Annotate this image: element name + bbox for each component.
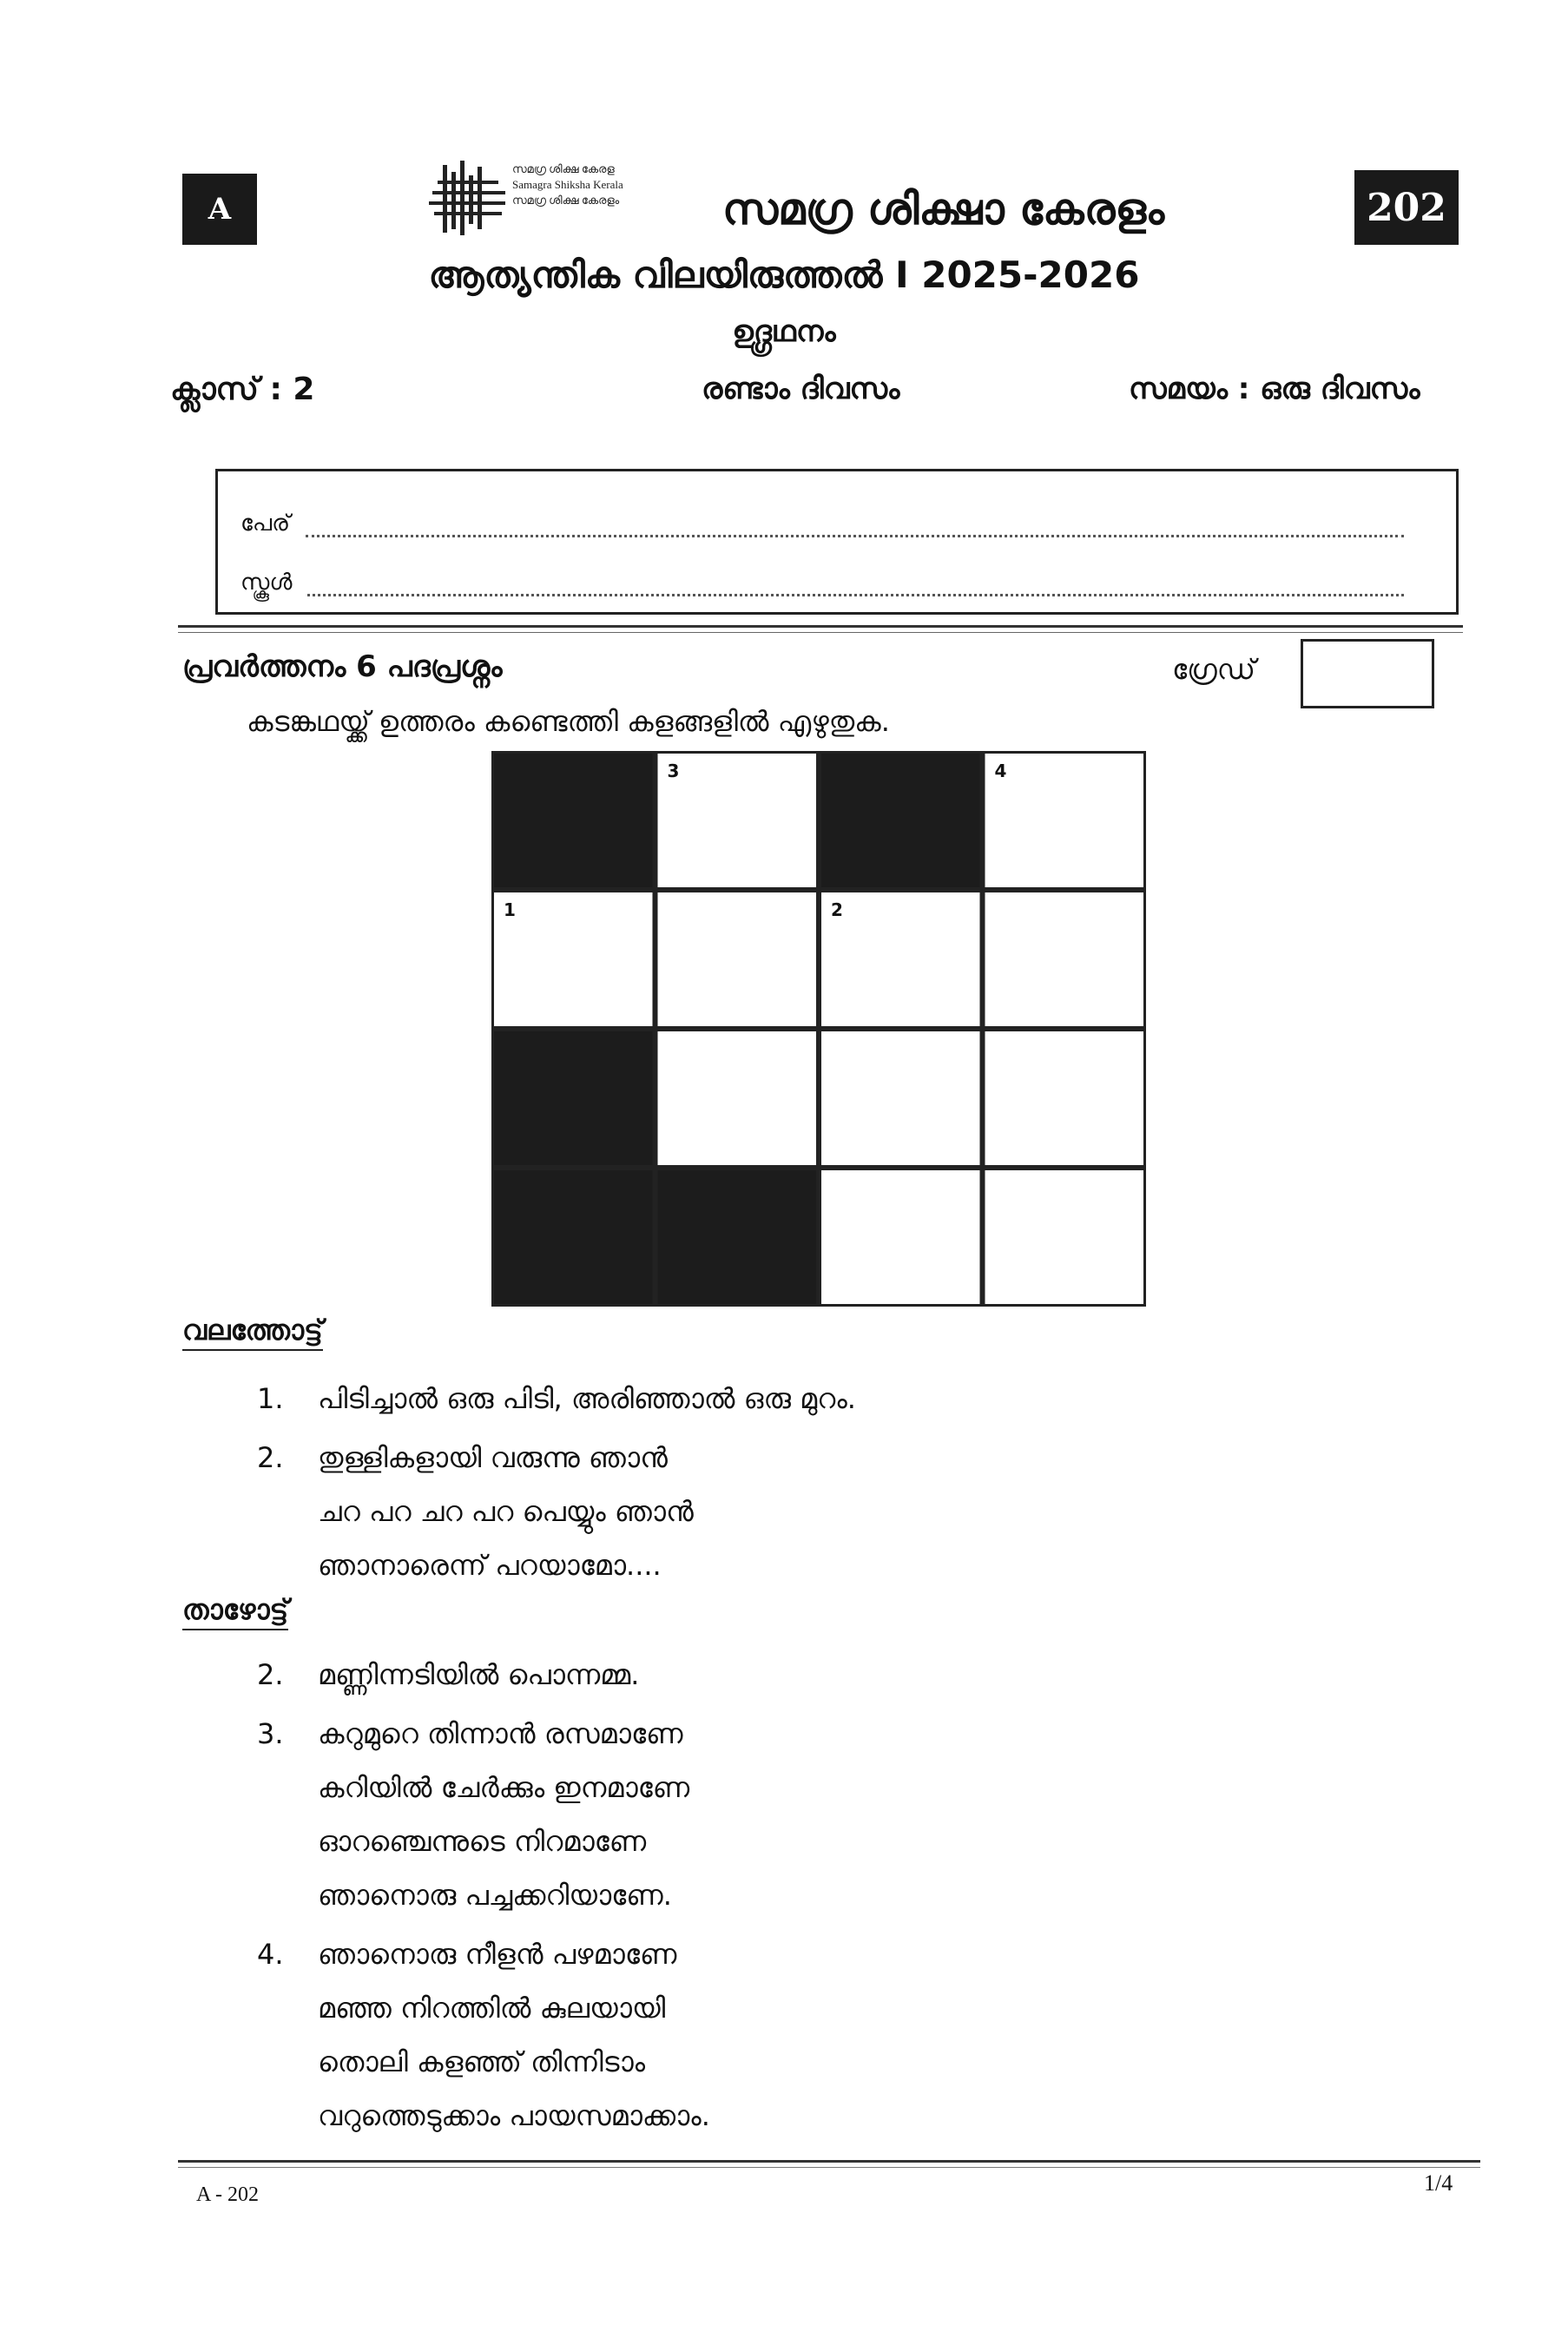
clue-text-line: തുള്ളികളായി വരുന്നു ഞാൻ — [318, 1441, 668, 1474]
crossword-clue-number: 3 — [667, 761, 680, 781]
activity-instruction: കടങ്കഥയ്ക്ക് ഉത്തരം കണ്ടെത്തി കളങ്ങളിൽ എഴുതുക. — [247, 705, 890, 738]
crossword-black-cell — [493, 1031, 655, 1167]
clue-text-line: പിടിച്ചാൽ ഒരു പിടി, അരിഞ്ഞാൽ ഒരു മുറം. — [318, 1382, 856, 1415]
set-code-badge: A — [182, 174, 257, 245]
school-field[interactable] — [307, 575, 1404, 596]
name-row — [240, 499, 1404, 537]
logo-line-1: സമഗ്ര ശിക്ഷ കേരള — [512, 162, 615, 175]
clue-text-line: വറുത്തെടുക്കാം പായസമാക്കാം. — [318, 2099, 710, 2132]
clue-number: 1. — [257, 1382, 284, 1415]
clue-text-line: ഞാനൊരു പച്ചക്കറിയാണേ. — [318, 1879, 672, 1912]
grade-label: ഗ്രേഡ് — [1172, 653, 1255, 686]
clue-number: 4. — [257, 1938, 284, 1971]
separator-line-thin — [178, 632, 1463, 633]
crossword-black-cell — [656, 1169, 818, 1306]
clue-text-line: മഞ്ഞ നിറത്തിൽ കുലയായി — [318, 1992, 666, 2025]
crossword-black-cell — [493, 1169, 655, 1306]
crossword-cell[interactable] — [984, 1031, 1145, 1167]
page-number: 1/4 — [1424, 2170, 1453, 2196]
name-field[interactable] — [306, 516, 1404, 537]
activity-title: പ്രവർത്തനം 6 പദപ്രശ്നം — [182, 649, 503, 684]
day-label: രണ്ടാം ദിവസം — [702, 372, 900, 406]
crossword-black-cell — [820, 753, 982, 889]
clue-text-line: ഓറഞ്ചെന്നുടെ നിറമാണേ — [318, 1825, 647, 1858]
school-row — [240, 558, 1404, 596]
clue-number: 3. — [257, 1717, 284, 1750]
student-info-box — [215, 469, 1459, 615]
logo-text — [512, 161, 623, 208]
clue-text-line: ഞാനാരെന്ന് പറയാമോ.... — [318, 1549, 662, 1582]
clue-text-line: മണ്ണിന്നടിയിൽ പൊന്നമ്മ. — [318, 1658, 640, 1691]
footer-code: A - 202 — [196, 2183, 259, 2206]
crossword-cell[interactable] — [984, 1169, 1145, 1306]
logo-line-3: സമഗ്ര ശിക്ഷ കേരളം — [512, 194, 620, 207]
crossword-cell[interactable] — [656, 892, 818, 1028]
subject-title: ഉദ്ഗ്രഥനം — [732, 314, 836, 349]
class-label: ക്ലാസ് : 2 — [170, 372, 315, 407]
crossword-clue-number: 2 — [831, 899, 843, 920]
logo-mark-icon — [425, 156, 512, 243]
separator-line — [178, 625, 1463, 628]
school-label: സ്കൂൾ — [240, 570, 293, 596]
footer-line-thin — [178, 2167, 1480, 2168]
time-label: സമയം : ഒരു ദിവസം — [1129, 372, 1420, 406]
crossword-cell[interactable] — [820, 892, 982, 1028]
across-heading: വലത്തോട്ട് — [182, 1314, 323, 1351]
crossword-cell[interactable] — [984, 892, 1145, 1028]
paper-code-badge: 202 — [1354, 170, 1459, 245]
clue-text-line: ചറ പറ ചറ പറ പെയ്യും ഞാൻ — [318, 1495, 694, 1528]
crossword-cell[interactable] — [820, 1031, 982, 1167]
down-heading: താഴോട്ട് — [182, 1593, 288, 1630]
clue-number: 2. — [257, 1658, 284, 1691]
clue-text-line: കറിയിൽ ചേർക്കും ഇനമാണേ — [318, 1771, 690, 1804]
crossword-cell[interactable] — [984, 753, 1145, 889]
crossword-cell[interactable] — [820, 1169, 982, 1306]
crossword-grid — [491, 751, 1146, 1307]
crossword-clue-number: 4 — [994, 761, 1007, 781]
footer-line — [178, 2160, 1480, 2163]
logo-line-2: Samagra Shiksha Kerala — [512, 178, 623, 191]
name-label: പേര് — [240, 510, 291, 537]
crossword-clue-number: 1 — [504, 899, 516, 920]
crossword-cell[interactable] — [656, 753, 818, 889]
organization-name: സമഗ്ര ശിക്ഷാ കേരളം — [722, 184, 1165, 234]
clue-text-line: തൊലി കളഞ്ഞ് തിന്നിടാം — [318, 2045, 646, 2078]
crossword-cell[interactable] — [493, 892, 655, 1028]
clue-text-line: കറുമുറെ തിന്നാൻ രസമാണേ — [318, 1717, 683, 1750]
clue-number: 2. — [257, 1441, 284, 1474]
clue-text-line: ഞാനൊരു നീളൻ പഴമാണേ — [318, 1938, 677, 1971]
grade-box[interactable] — [1301, 639, 1434, 708]
crossword-black-cell — [493, 753, 655, 889]
samagra-shiksha-logo — [425, 156, 712, 243]
crossword-cell[interactable] — [656, 1031, 818, 1167]
exam-title: ആത്യന്തിക വിലയിരുത്തൽ I 2025-2026 — [428, 254, 1140, 296]
